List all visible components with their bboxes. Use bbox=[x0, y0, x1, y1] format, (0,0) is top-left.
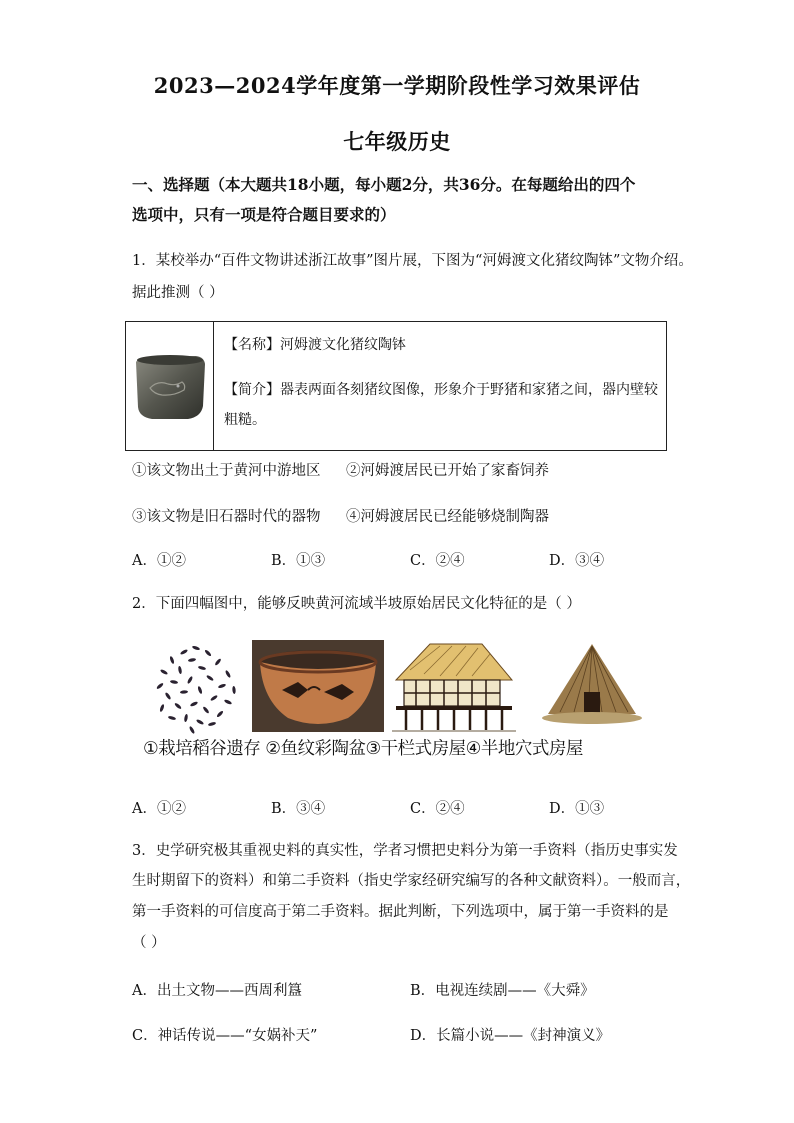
q1-statement-4: ④河姆渡居民已经能够烧制陶器 bbox=[346, 509, 549, 525]
q3-stem-line1: 3．史学研究极其重视史料的真实性，学者习惯把史料分为第一手资料（指历史事实发 bbox=[132, 843, 678, 859]
pottery-bowl-image bbox=[126, 322, 213, 450]
q1-option-c[interactable]: C．②④ bbox=[410, 553, 465, 569]
section-heading-line2: 选项中，只有一项是符合题目要求的） bbox=[132, 205, 396, 224]
fish-pattern-basin-image bbox=[252, 640, 384, 732]
artifact-name: 【名称】河姆渡文化猪纹陶钵 bbox=[224, 337, 406, 353]
q1-statement-2: ②河姆渡居民已开始了家畜饲养 bbox=[346, 463, 549, 479]
q2-option-a[interactable]: A．①② bbox=[132, 801, 186, 817]
rice-grains-image bbox=[148, 638, 244, 734]
q1-stem-line1: 1．某校举办“百件文物讲述浙江故事”图片展，下图为“河姆渡文化猪纹陶钵”文物介绍。 bbox=[132, 253, 693, 269]
q1-statement-3: ③该文物是旧石器时代的器物 bbox=[132, 509, 321, 525]
q1-statement-1: ①该文物出土于黄河中游地区 bbox=[132, 463, 321, 479]
q3-option-b[interactable]: B．电视连续剧——《大舜》 bbox=[410, 983, 595, 999]
q2-option-c[interactable]: C．②④ bbox=[410, 801, 465, 817]
section-heading-line1: 一、选择题（本大题共18小题，每小题2分，共36分。在每题给出的四个 bbox=[132, 175, 636, 194]
stilt-house-image bbox=[390, 640, 518, 734]
q3-option-a[interactable]: A．出土文物——西周利簋 bbox=[132, 983, 302, 999]
q3-stem-line2: 生时期留下的资料）和第二手资料（指史学家经研究编写的各种文献资料）。一般而言， bbox=[132, 873, 691, 889]
q3-option-c[interactable]: C．神话传说——“女娲补天” bbox=[132, 1028, 318, 1044]
artifact-intro-line1: 【简介】器表两面各刻猪纹图像，形象介于野猪和家猪之间，器内壁较 bbox=[224, 382, 658, 398]
semi-subterranean-house-image bbox=[540, 640, 644, 734]
artifact-intro-line2: 粗糙。 bbox=[224, 412, 266, 428]
q3-stem-line4: （ ） bbox=[132, 935, 166, 951]
q2-option-d[interactable]: D．①③ bbox=[549, 801, 605, 817]
q1-option-b[interactable]: B．①③ bbox=[271, 553, 326, 569]
q3-stem-line3: 第一手资料的可信度高于第二手资料。据此判断，下列选项中，属于第一手资料的是 bbox=[132, 904, 669, 920]
q1-stem-line2: 据此推测（ ） bbox=[132, 285, 224, 301]
q3-option-d[interactable]: D．长篇小说——《封神演义》 bbox=[410, 1028, 611, 1044]
exam-title: 2023—2024学年度第一学期阶段性学习效果评估 bbox=[153, 73, 641, 98]
q2-image-captions: ①栽培稻谷遗存 ②鱼纹彩陶盆③干栏式房屋④半地穴式房屋 bbox=[143, 739, 583, 759]
q1-option-d[interactable]: D．③④ bbox=[549, 553, 605, 569]
q2-option-b[interactable]: B．③④ bbox=[271, 801, 326, 817]
exam-subtitle: 七年级历史 bbox=[343, 129, 451, 154]
q2-stem: 2．下面四幅图中，能够反映黄河流域半坡原始居民文化特征的是（ ） bbox=[132, 596, 581, 612]
artifact-photo-cell bbox=[126, 322, 214, 450]
artifact-info-card bbox=[125, 321, 667, 451]
q1-option-a[interactable]: A．①② bbox=[132, 553, 186, 569]
